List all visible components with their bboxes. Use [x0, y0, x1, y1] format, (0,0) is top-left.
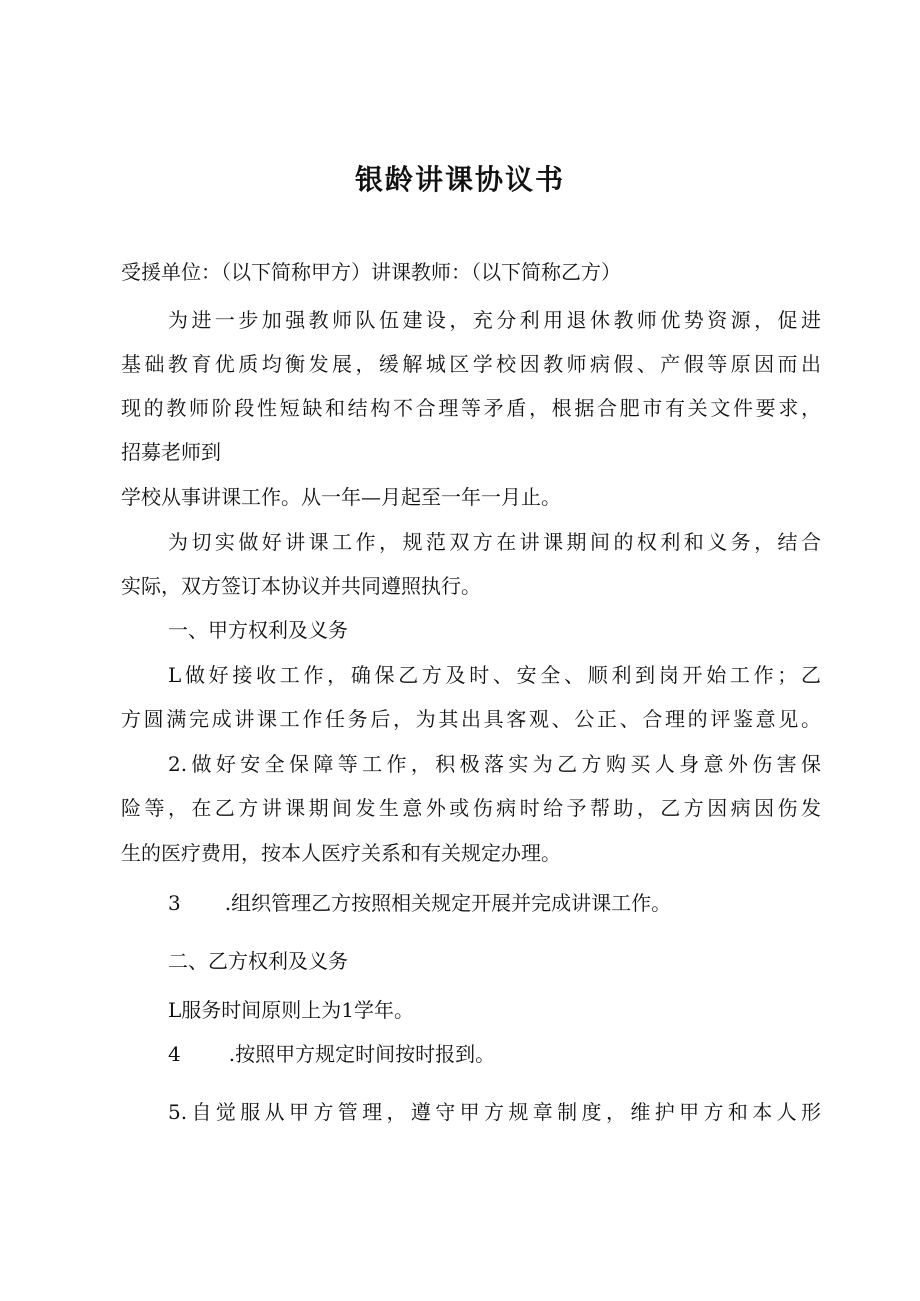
- paragraph-line: 为切实做好讲课工作，规范双方在讲课期间的权利和义务，结合: [168, 530, 821, 554]
- paragraph-line: 险等，在乙方讲课期间发生意外或伤病时给予帮助，乙方因病因伤发: [121, 796, 821, 820]
- party-info-line: 受援单位：（以下简称甲方）讲课教师：（以下简称乙方）: [121, 260, 621, 284]
- paragraph-line: 方圆满完成讲课工作任务后，为其出具客观、公正、合理的评鉴意见。: [121, 707, 821, 731]
- list-item-text: .组织管理乙方按照相关规定开展并完成讲课工作。: [224, 891, 672, 915]
- list-item: 5.自觉服从甲方管理，遵守甲方规章制度，维护甲方和本人形: [168, 1100, 821, 1124]
- list-item-number: 4: [168, 1042, 181, 1066]
- paragraph-line: 学校从事讲课工作。从一年—月起至一年一月止。: [121, 485, 561, 509]
- section-heading-party-a: 一、甲方权利及义务: [168, 618, 348, 642]
- paragraph-line: 基础教育优质均衡发展，缓解城区学校因教师病假、产假等原因而出: [121, 352, 821, 376]
- list-item: 2.做好安全保障等工作，积极落实为乙方购买人身意外伤害保: [168, 752, 821, 776]
- section-heading-party-b: 二、乙方权利及义务: [168, 949, 348, 973]
- list-item: L服务时间原则上为1学年。: [168, 998, 415, 1022]
- paragraph-line: 生的医疗费用，按本人医疗关系和有关规定办理。: [121, 841, 561, 865]
- paragraph-line: 为进一步加强教师队伍建设，充分利用退休教师优势资源，促进: [168, 308, 821, 332]
- list-item-text: .按照甲方规定时间按时报到。: [228, 1042, 496, 1066]
- paragraph-line: 招募老师到: [121, 440, 221, 464]
- paragraph-line: 现的教师阶段性短缺和结构不合理等矛盾，根据合肥市有关文件要求，: [121, 396, 821, 420]
- list-item: L做好接收工作，确保乙方及时、安全、顺利到岗开始工作；乙: [168, 663, 821, 687]
- list-item: [168, 1039, 868, 1069]
- document-title: 银龄讲课协议书: [354, 163, 565, 196]
- list-item-number: 3: [168, 891, 181, 915]
- list-item: [168, 888, 868, 918]
- paragraph-line: 实际，双方签订本协议并共同遵照执行。: [121, 574, 481, 598]
